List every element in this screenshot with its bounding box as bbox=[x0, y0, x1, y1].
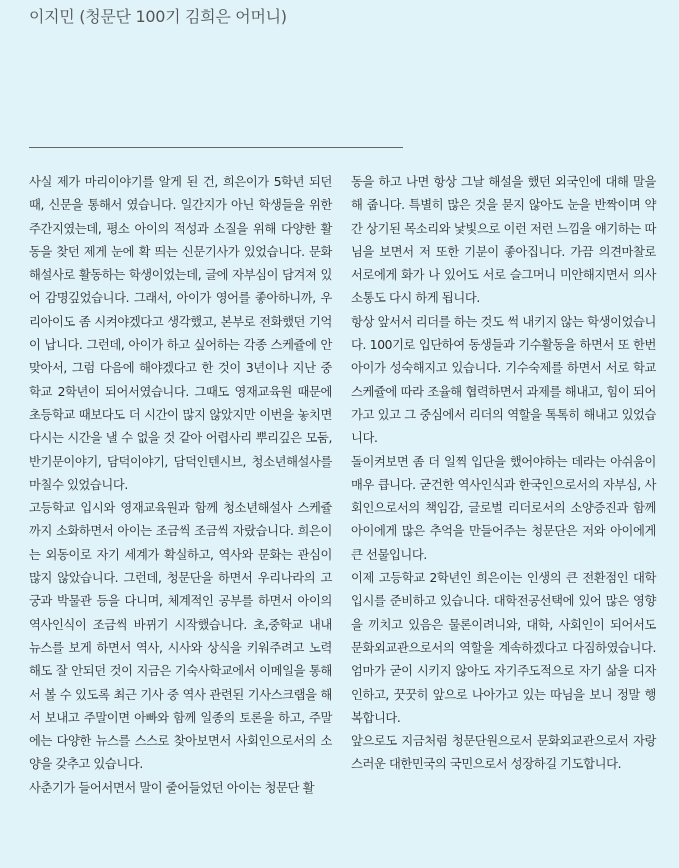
paragraph: 사실 제가 마리이야기를 알게 된 건, 희은이가 5학년 되던 때, 신문을 통해서 였습니다. 일간지가 아닌 학생들을 위한 주간지였는데, 평소 아이의 적성과 소질을 위해 다양한 활동을 찾던 제게 눈에 확 띄는 신문기사가 있었습니다. 문화해설사로 활동하는 학생이었는데, 글에 자부심이 담겨져 있어 감명깊었습니다. 그래서, 아이가 영어를 좋아하니까, 우리아이도 좀 시켜야겠다고 생각했고, 본부로 전화했던 기억이 납니다. 그런데, 아이가 하고 싶어하는 각종 스케쥴에 안 맞아서, 그럼 다음에 해야겠다고 한 것이 3년이나 지난 중학교 2학년이 되어서였습니다. 그때도 영재교육원 때문에 초등학교 때보다도 더 시간이 많지 않았지만 이번을 놓치면 다시는 시간을 낼 수 없을 것 같아 어렵사리 뿌리깊은 모둠, 반기문이야기, 담덕이야기, 담덕인텐시브, 청소년해설사를 마칠수 있었습니다. bbox=[29, 175, 332, 492]
paragraph: 고등학교 입시와 영재교육원과 함께 청소년해설사 스케쥴까지 소화하면서 아이는 조금씩 조금씩 자랐습니다. 희은이는 외동이로 자기 세계가 확실하고, 역사와 문화는 관심이 많지 않았습니다. 그런데, 청문단을 하면서 우리나라의 고궁과 박물관 등을 다니며, 체계적인 공부를 하면서 아이의 역사인식이 조금씩 바뀌기 시작했습니다. 초,중학교 내내 뉴스를 보게 하면서 역사, 시사와 상식을 키워주려고 노력해도 잘 안되던 것이 지금은 기숙사학교에서 이메일을 통해서 볼 수 있도록 최근 기사 중 역사 관련된 기사스크랩을 해서 보내고 주말이면 아빠와 함께 일종의 토론을 하고, 주말에는 다양한 뉴스를 스스로 찾아보면서 사회인으로서의 소양을 갖추고 있습니다. bbox=[29, 501, 332, 772]
paragraph: 앞으로도 지금처럼 청문단원으로서 문화외교관으로서 자랑스러운 대한민국의 국민으로서 성장하길 기도합니다. bbox=[351, 734, 656, 772]
paragraph: 항상 앞서서 리더를 하는 것도 썩 내키지 않는 학생이었습니다. 100기로 입단하여 동생들과 기수활동을 하면서 또 한번 아이가 성숙해지고 있습니다. 기수숙제를 하면서 서로 학교 스케쥴에 따라 조율해 협력하면서 과제를 해내고, 힘이 되어가고 있고 그 중심에서 리더의 역할을 톡톡히 해내고 있었습니다. bbox=[351, 314, 656, 446]
paragraph: 사춘기가 들어서면서 말이 줄어들었던 아이는 청문단 활 bbox=[29, 780, 315, 795]
paragraph: 이제 고등학교 2학년인 희은이는 인생의 큰 전환점인 대학입시를 준비하고 있습니다. 대학전공선택에 있어 많은 영향을 끼치고 있음은 물론이려니와, 대학, 사회인이 되어서도 문화외교관으로서의 역할을 계속하겠다고 다짐하였습니다. 엄마가 굳이 시키지 않아도 자기주도적으로 자기 삶을 디자인하고, 꿋꿋히 앞으로 나아가고 있는 따님을 보니 정말 행복합니다. bbox=[351, 571, 656, 725]
title-divider bbox=[29, 147, 403, 148]
paragraph: 동을 하고 나면 항상 그날 해설을 했던 외국인에 대해 말을 해 줍니다. 특별히 많은 것을 묻지 않아도 눈을 반짝이며 약간 상기된 목소리와 낯빛으로 이런 저런 느낌을 얘기하는 따님을 보면서 저 또한 기분이 좋아집니다. 가끔 의견마찰로 서로에게 화가 나 있어도 서로 슬그머니 미안해지면서 의사소통도 다시 하게 됩니다. bbox=[351, 175, 656, 306]
paragraph: 돌이켜보면 좀 더 일찍 입단을 했어야하는 데라는 아쉬움이 매우 큽니다. 굳건한 역사인식과 한국인으로서의 자부심, 사회인으로서의 책임감, 글로벌 리더로서의 소양증진과 함께 아이에게 많은 추억을 만들어주는 청문단은 저와 아이에게 큰 선물입니다. bbox=[351, 454, 656, 562]
right-column bbox=[351, 171, 656, 777]
page-title: 이지민 (청문단 100기 김희은 어머니) bbox=[29, 7, 287, 26]
left-column bbox=[29, 171, 332, 800]
